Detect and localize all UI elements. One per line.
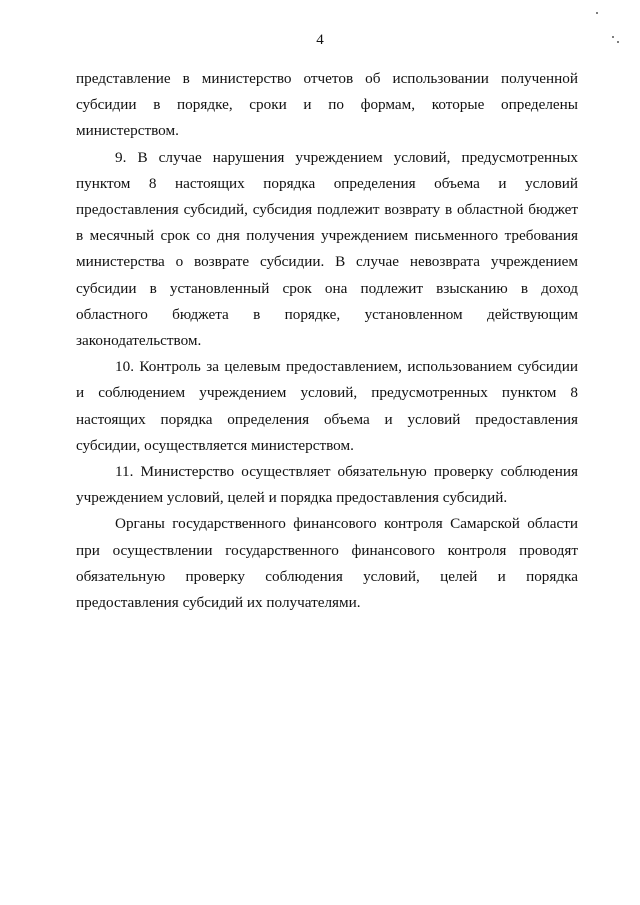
paragraph-10: 10. Контроль за целевым предоставлением, использованием субсидии и соблюдением учреждением условий, предусмотренных пунктом 8 настоящих порядка определения объема и условий предоставления субсидии, осуществляется министерством.	[76, 358, 578, 454]
paragraph-9: 9. В случае нарушения учреждением условий, предусмотренных пунктом 8 настоящих порядка определения объема и условий предоставления субсидий, субсидия подлежит возврату в областной бюджет в месячный срок со дня получения учреждением письменного требования министерства о возврате субсидии. В случае невозврата учреждением субсидии в установленный срок она подлежит взысканию в доход областного бюджета в порядке, установленном действующим законодательством.	[76, 148, 578, 350]
document-body	[76, 66, 578, 616]
paragraph-financial-control: Органы государственного финансового контроля Самарской области при осуществлении государственного финансового контроля проводят обязательную проверку соблюдения условий, целей и порядка предоставления субсидий их получателями.	[76, 515, 578, 612]
paragraph-11: 11. Министерство осуществляет обязательную проверку соблюдения учреждением условий, целей и порядка предоставления субсидий.	[76, 463, 578, 507]
page-number: 4	[316, 32, 324, 48]
scan-speck	[596, 12, 598, 14]
scan-speck	[617, 41, 619, 43]
paragraph-continuation: представление в министерство отчетов об использовании полученной субсидии в порядке, сроки и по формам, которые определены министерством.	[76, 70, 578, 140]
scan-speck	[612, 36, 614, 38]
